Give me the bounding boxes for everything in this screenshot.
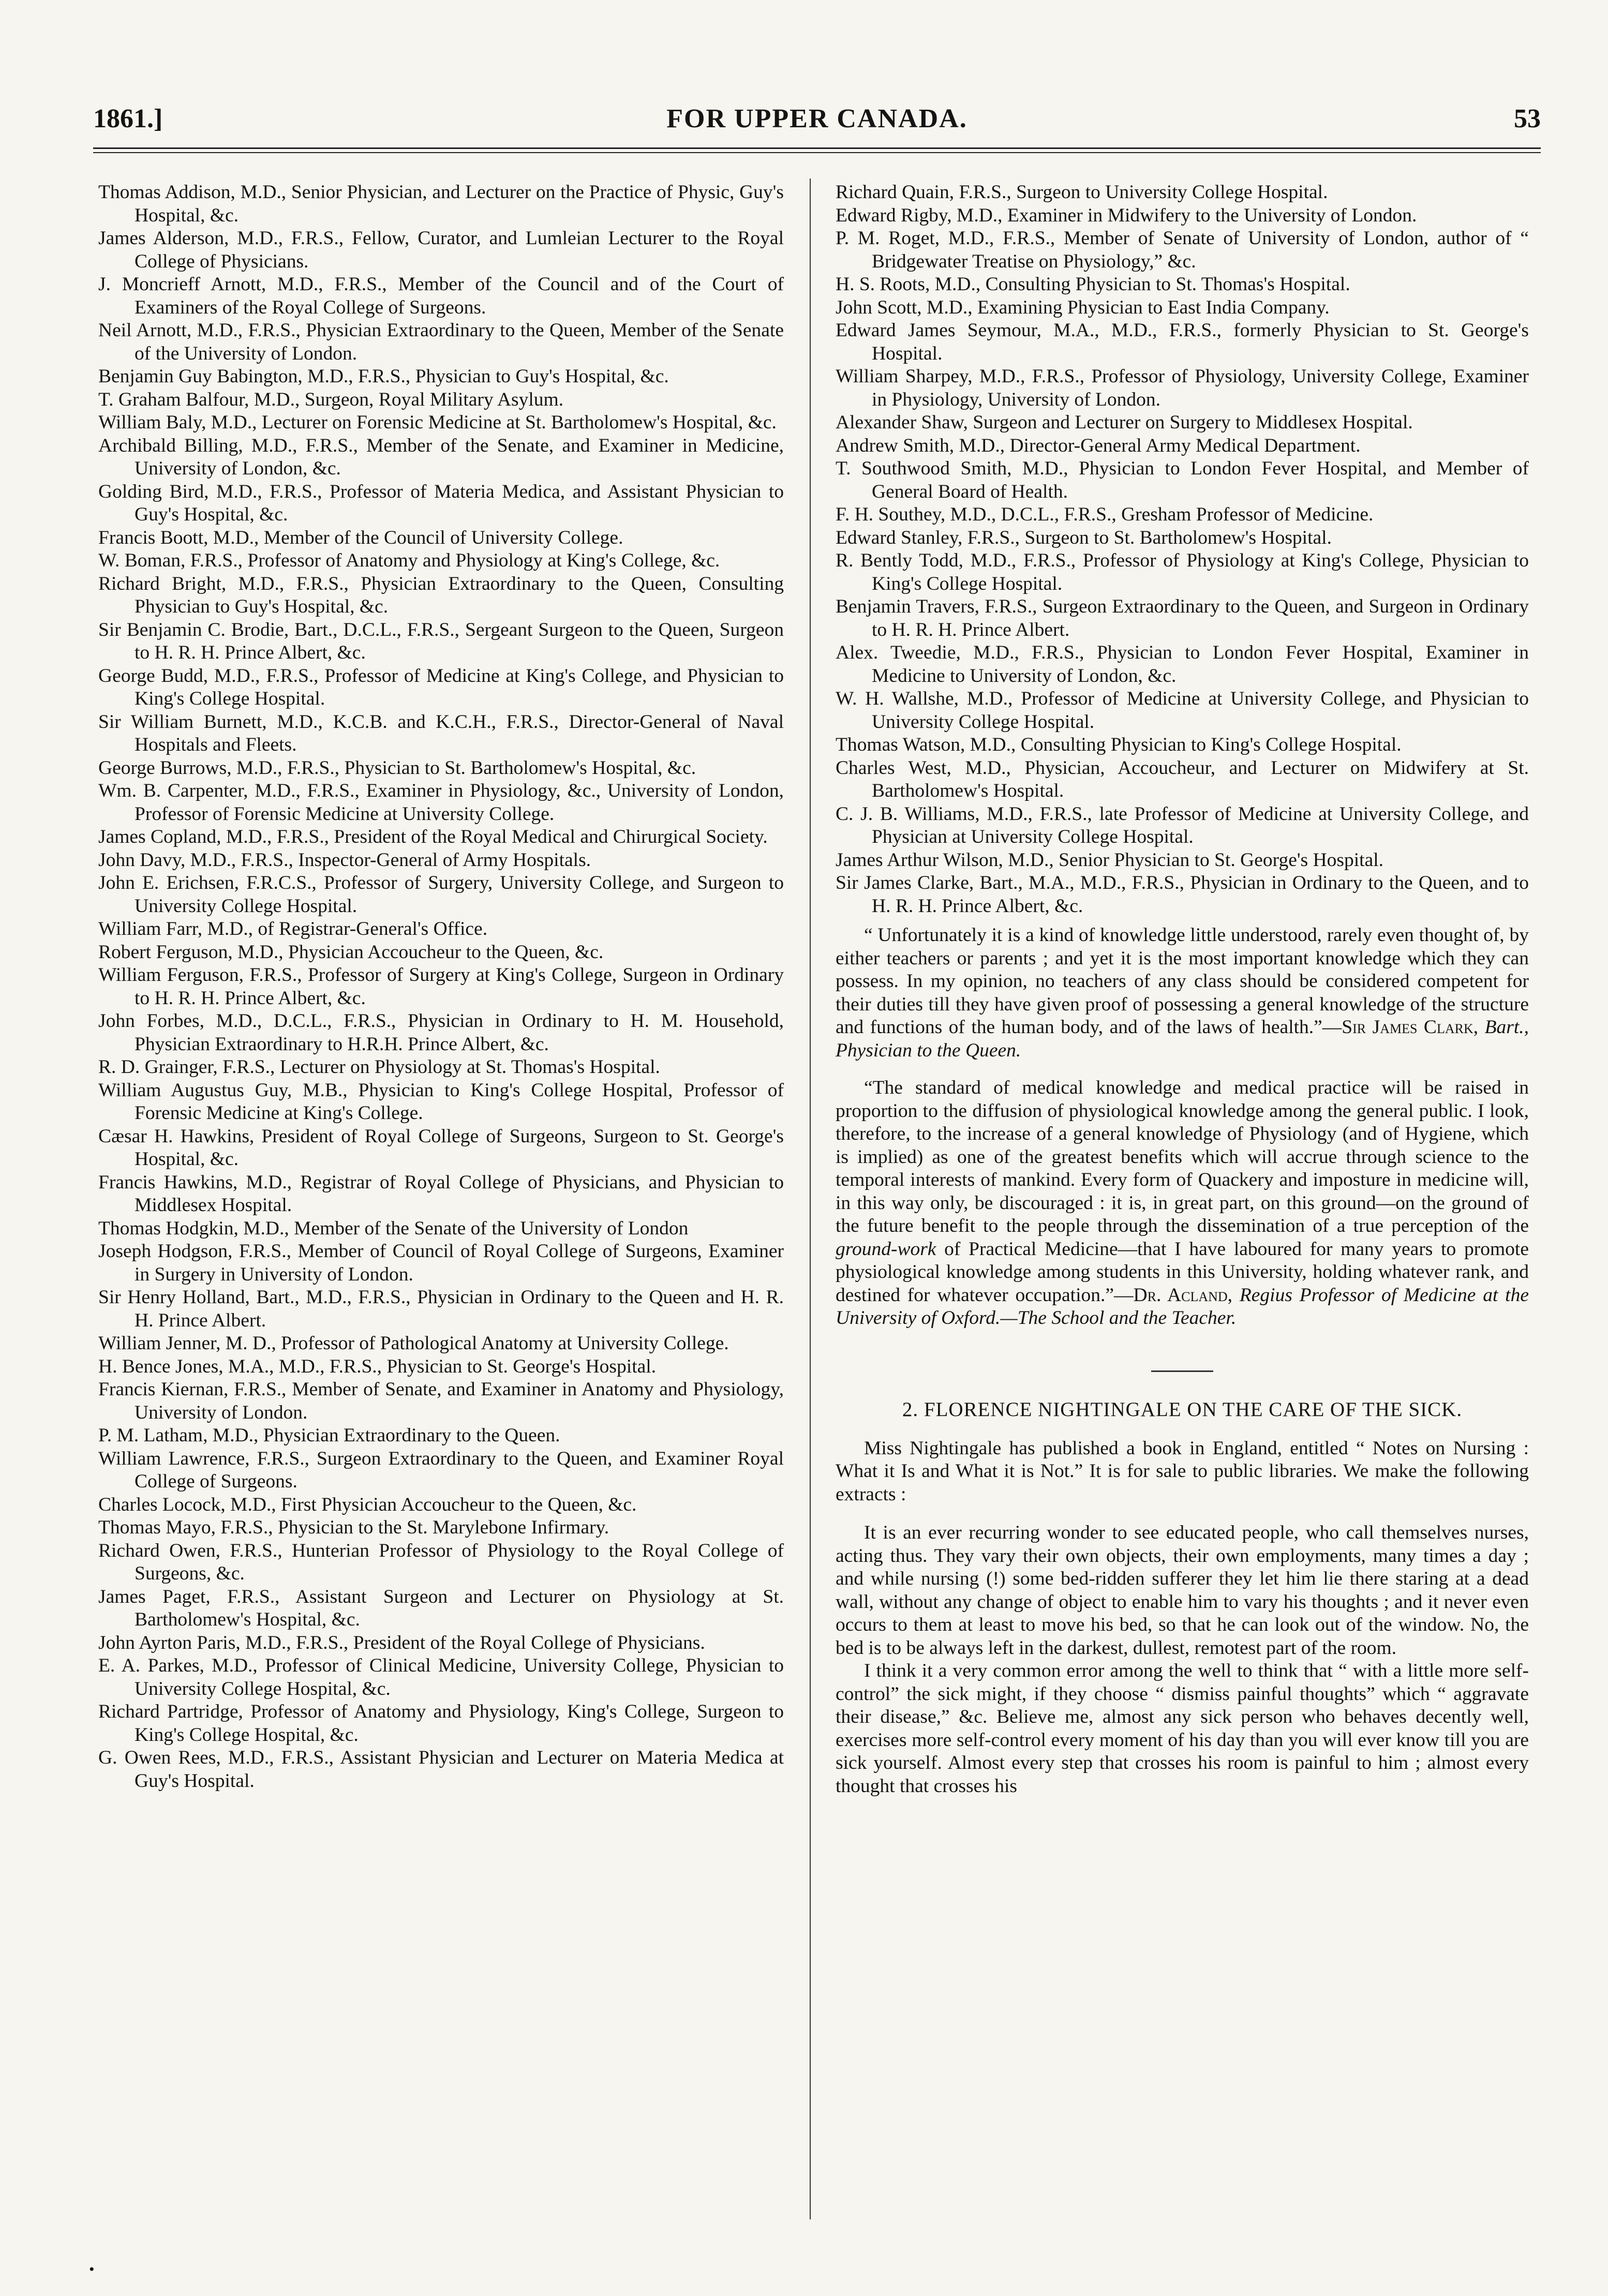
left-column xyxy=(98,181,784,1793)
quote-acland-attribution: Regius Professor of Medicine at the University of Oxford.—The School and the Teacher. xyxy=(836,1284,1529,1329)
name-entry: Edward Rigby, M.D., Examiner in Midwifery to the University of London. xyxy=(836,204,1417,226)
name-entry: John Ayrton Paris, M.D., F.R.S., President of the Royal College of Physicians. xyxy=(98,1632,705,1653)
footer-bullet: • xyxy=(89,2261,95,2278)
name-entry: James Arthur Wilson, M.D., Senior Physician to St. George's Hospital. xyxy=(836,849,1384,871)
name-entry: John E. Erichsen, F.R.C.S., Professor of Surgery, University College, and Surgeon to University College Hospital. xyxy=(98,872,784,917)
name-entry: William Ferguson, F.R.S., Professor of Surgery at King's College, Surgeon in Ordinary to H. R. H. Prince Albert, &c. xyxy=(98,964,784,1009)
name-entry: T. Graham Balfour, M.D., Surgeon, Royal Military Asylum. xyxy=(98,389,564,410)
section-paragraph: It is an ever recurring wonder to see educated people, who call themselves nurses, acting thus. They vary their own objects, their own employments, many times a day ; and while nursing (!) some bed-ridden sufferer they let him lie there staring at a dead wall, without any change of object to enable him to vary his thoughts ; and it never even occurs to them at least to move his bed, so that he can look out of the window. No, the bed is to be always left in the darkest, dullest, remotest part of the room. xyxy=(836,1522,1529,1659)
name-entry: Richard Partridge, Professor of Anatomy and Physiology, King's College, Surgeon to King's College Hospital, &c. xyxy=(98,1701,784,1746)
name-entry: James Paget, F.R.S., Assistant Surgeon and Lecturer on Physiology at St. Bartholomew's Hospital, &c. xyxy=(98,1586,784,1630)
name-entry: Cæsar H. Hawkins, President of Royal College of Surgeons, Surgeon to St. George's Hospital, &c. xyxy=(98,1125,784,1170)
name-entry: Neil Arnott, M.D., F.R.S., Physician Extraordinary to the Queen, Member of the Senate of the University of London. xyxy=(98,320,784,364)
column-divider xyxy=(810,178,811,2219)
quote-acland-author: Dr. Acland, xyxy=(1133,1284,1233,1306)
name-entry: Benjamin Travers, F.R.S., Surgeon Extraordinary to the Queen, and Surgeon in Ordinary to H. R. H. Prince Albert. xyxy=(836,596,1529,640)
name-entry: W. Boman, F.R.S., Professor of Anatomy and Physiology at King's College, &c. xyxy=(98,550,720,571)
name-entry: E. A. Parkes, M.D., Professor of Clinical Medicine, University College, Physician to University College Hospital, &c. xyxy=(98,1655,784,1699)
quote-acland-text-1: “The standard of medical knowledge and medical practice will be raised in proportion to the diffusion of physiological knowledge among the general public. I look, therefore, to the increase of a general knowledge of Physiology (and of Hygiene, which is implied) as one of the greatest benefits which will accrue through science to the temporal interests of mankind. Every form of Quackery and imposture in medicine will, in this way only, be discouraged : it is, in great part, on this ground—on the ground of the future benefit to the people through the dissemination of a true perception of the xyxy=(836,1077,1529,1236)
name-entry: Francis Boott, M.D., Member of the Council of University College. xyxy=(98,527,623,548)
name-entry: F. H. Southey, M.D., D.C.L., F.R.S., Gresham Professor of Medicine. xyxy=(836,504,1374,525)
name-entry: John Davy, M.D., F.R.S., Inspector-General of Army Hospitals. xyxy=(98,849,591,871)
name-entry: Sir James Clarke, Bart., M.A., M.D., F.R.S., Physician in Ordinary to the Queen, and to H. R. H. Prince Albert, &c. xyxy=(836,872,1529,917)
section-title: 2. FLORENCE NIGHTINGALE ON THE CARE OF THE SICK. xyxy=(902,1398,1463,1421)
name-entry: T. Southwood Smith, M.D., Physician to London Fever Hospital, and Member of General Board of Health. xyxy=(836,458,1529,502)
name-entry: H. Bence Jones, M.A., M.D., F.R.S., Physician to St. George's Hospital. xyxy=(98,1355,657,1377)
name-entry: William Baly, M.D., Lecturer on Forensic Medicine at St. Bartholomew's Hospital, &c. xyxy=(98,412,777,433)
name-entry: Golding Bird, M.D., F.R.S., Professor of Materia Medica, and Assistant Physician to Guy's Hospital, &c. xyxy=(98,481,784,525)
name-entry: Sir Henry Holland, Bart., M.D., F.R.S., Physician in Ordinary to the Queen and H. R. H. Prince Albert. xyxy=(98,1287,784,1331)
quote-acland-italic: ground-work xyxy=(836,1238,936,1260)
header-rule-top xyxy=(93,147,1541,149)
name-entry: Sir Benjamin C. Brodie, Bart., D.C.L., F.R.S., Sergeant Surgeon to the Queen, Surgeon to H. R. H. Prince Albert, &c. xyxy=(98,619,784,663)
name-entry: William Lawrence, F.R.S., Surgeon Extraordinary to the Queen, and Examiner Royal College of Surgeons. xyxy=(98,1448,784,1492)
name-entry: Benjamin Guy Babington, M.D., F.R.S., Physician to Guy's Hospital, &c. xyxy=(98,366,669,387)
name-entry: R. D. Grainger, F.R.S., Lecturer on Physiology at St. Thomas's Hospital. xyxy=(98,1056,660,1078)
right-column xyxy=(836,181,1529,1798)
name-entry: Sir William Burnett, M.D., K.C.B. and K.C.H., F.R.S., Director-General of Naval Hospitals and Fleets. xyxy=(98,711,784,755)
name-entry: Robert Ferguson, M.D., Physician Accoucheur to the Queen, &c. xyxy=(98,941,604,963)
name-entry: Archibald Billing, M.D., F.R.S., Member of the Senate, and Examiner in Medicine, University of London, &c. xyxy=(98,435,784,479)
header-year: 1861.] xyxy=(93,104,163,133)
name-entry: Wm. B. Carpenter, M.D., F.R.S., Examiner in Physiology, &c., University of London, Professor of Forensic Medicine at University College. xyxy=(98,780,784,825)
name-entry: C. J. B. Williams, M.D., F.R.S., late Professor of Medicine at University College, and Physician at University College Hospital. xyxy=(836,803,1529,847)
section-intro: Miss Nightingale has published a book in England, entitled “ Notes on Nursing : What it Is and What it is Not.” It is for sale to public libraries. We make the following extracts : xyxy=(836,1437,1529,1505)
name-entry: Thomas Hodgkin, M.D., Member of the Senate of the University of London xyxy=(98,1217,689,1239)
name-entry: William Jenner, M. D., Professor of Pathological Anatomy at University College. xyxy=(98,1333,729,1354)
name-entry: John Forbes, M.D., D.C.L., F.R.S., Physician in Ordinary to H. M. Household, Physician Extraordinary to H.R.H. Prince Albert, &c. xyxy=(98,1010,784,1055)
quote-acland xyxy=(836,1077,1529,1330)
name-entry: G. Owen Rees, M.D., F.R.S., Assistant Physician and Lecturer on Materia Medica at Guy's Hospital. xyxy=(98,1747,784,1792)
section-separator xyxy=(1151,1370,1213,1372)
name-entry: William Farr, M.D., of Registrar-General's Office. xyxy=(98,918,488,940)
running-title: FOR UPPER CANADA. xyxy=(666,104,967,133)
name-entry: Thomas Mayo, F.R.S., Physician to the St. Marylebone Infirmary. xyxy=(98,1517,609,1538)
name-entry: William Sharpey, M.D., F.R.S., Professor of Physiology, University College, Examiner in Physiology, University of London. xyxy=(836,366,1529,410)
name-entry: R. Bently Todd, M.D., F.R.S., Professor of Physiology at King's College, Physician to King's College Hospital. xyxy=(836,550,1529,594)
name-entry: Richard Owen, F.R.S., Hunterian Professor of Physiology to the Royal College of Surgeons, &c. xyxy=(98,1540,784,1584)
page-number: 53 xyxy=(1514,104,1541,133)
name-entry: James Copland, M.D., F.R.S., President of the Royal Medical and Chirurgical Society. xyxy=(98,826,768,847)
quote-clark xyxy=(836,924,1529,1062)
name-entry: Edward James Seymour, M.A., M.D., F.R.S., formerly Physician to St. George's Hospital. xyxy=(836,320,1529,364)
name-entry: James Alderson, M.D., F.R.S., Fellow, Curator, and Lumleian Lecturer to the Royal College of Physicians. xyxy=(98,228,784,272)
quote-clark-attribution: Bart., Physician to the Queen. xyxy=(836,1017,1529,1061)
name-entry: Thomas Watson, M.D., Consulting Physician to King's College Hospital. xyxy=(836,734,1402,755)
name-entry: P. M. Latham, M.D., Physician Extraordinary to the Queen. xyxy=(98,1425,560,1446)
name-entry: George Burrows, M.D., F.R.S., Physician to St. Bartholomew's Hospital, &c. xyxy=(98,757,696,779)
name-entry: J. Moncrieff Arnott, M.D., F.R.S., Member of the Council and of the Court of Examiners of the Royal College of Surgeons. xyxy=(98,274,784,318)
quote-acland-text-2: of Practical Medicine—that I have laboured for many years to promote physiological knowledge among students in this University, holding whatever rank, and destined for whatever occupation.”— xyxy=(836,1238,1529,1306)
name-entry: P. M. Roget, M.D., F.R.S., Member of Senate of University of London, author of “ Bridgewater Treatise on Physiology,” &c. xyxy=(836,228,1529,272)
header-rule-bottom xyxy=(93,152,1541,153)
quote-clark-text: “ Unfortunately it is a kind of knowledge little understood, rarely even thought of, by either teachers or parents ; and yet it is the most important knowledge which they can possess. In my opinion, no teachers of any class should be considered competent for their duties till they have given proof of possessing a general knowledge of the structure and functions of the human body, and of the laws of health.”— xyxy=(836,925,1529,1038)
name-entry: Richard Bright, M.D., F.R.S., Physician Extraordinary to the Queen, Consulting Physician to Guy's Hospital, &c. xyxy=(98,573,784,617)
quote-clark-author: Sir James Clark, xyxy=(1342,1017,1479,1038)
name-entry: Thomas Addison, M.D., Senior Physician, and Lecturer on the Practice of Physic, Guy's Hospital, &c. xyxy=(98,182,784,226)
name-entry: Alexander Shaw, Surgeon and Lecturer on Surgery to Middlesex Hospital. xyxy=(836,412,1413,433)
name-entry: Francis Kiernan, F.R.S., Member of Senate, and Examiner in Anatomy and Physiology, University of London. xyxy=(98,1379,784,1423)
name-entry: Alex. Tweedie, M.D., F.R.S., Physician to London Fever Hospital, Examiner in Medicine to University of London, &c. xyxy=(836,642,1529,687)
section-paragraph: I think it a very common error among the well to think that “ with a little more self-control” the sick might, if they choose “ dismiss painful thoughts” which “ aggravate their disease,” &c. Believe me, almost any sick person who behaves decently well, exercises more self-control every moment of his day than you will ever know till you are sick yourself. Almost every step that crosses his room is painful to him ; almost every thought that crosses his xyxy=(836,1660,1529,1797)
name-entry: Charles West, M.D., Physician, Accoucheur, and Lecturer on Midwifery at St. Bartholomew's Hospital. xyxy=(836,757,1529,801)
name-entry: Edward Stanley, F.R.S., Surgeon to St. Bartholomew's Hospital. xyxy=(836,527,1332,548)
name-entry: Francis Hawkins, M.D., Registrar of Royal College of Physicians, and Physician to Middlesex Hospital. xyxy=(98,1171,784,1216)
name-entry: Charles Locock, M.D., First Physician Accoucheur to the Queen, &c. xyxy=(98,1494,637,1515)
name-entry: Richard Quain, F.R.S., Surgeon to University College Hospital. xyxy=(836,182,1328,203)
name-entry: H. S. Roots, M.D., Consulting Physician to St. Thomas's Hospital. xyxy=(836,274,1350,295)
name-entry: John Scott, M.D., Examining Physician to East India Company. xyxy=(836,296,1330,318)
name-entry: W. H. Wallshe, M.D., Professor of Medicine at University College, and Physician to University College Hospital. xyxy=(836,688,1529,733)
name-entry: William Augustus Guy, M.B., Physician to King's College Hospital, Professor of Forensic Medicine at King's College. xyxy=(98,1079,784,1124)
name-entry: George Budd, M.D., F.R.S., Professor of Medicine at King's College, and Physician to King's College Hospital. xyxy=(98,665,784,709)
name-entry: Joseph Hodgson, F.R.S., Member of Council of Royal College of Surgeons, Examiner in Surgery in University of London. xyxy=(98,1241,784,1285)
name-entry: Andrew Smith, M.D., Director-General Army Medical Department. xyxy=(836,435,1361,456)
page-header xyxy=(93,103,1541,140)
